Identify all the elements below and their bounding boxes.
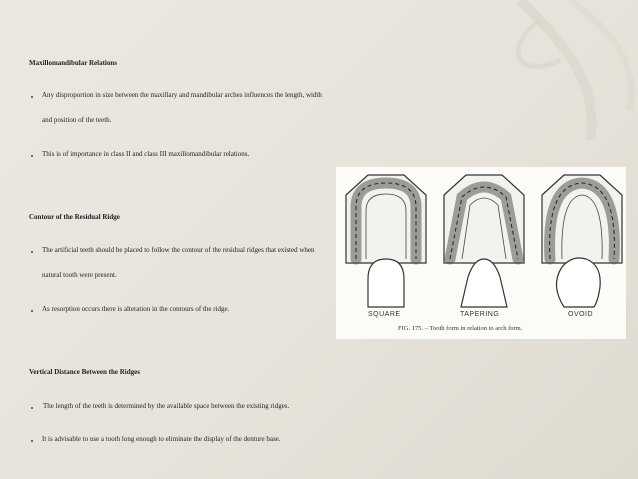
bullet-dot xyxy=(31,440,33,442)
bullet-text: As resorption occurs there is alteration in the contours of the ridge. xyxy=(42,305,230,313)
tooth-form-figure xyxy=(336,167,626,339)
square-arch-cast xyxy=(346,175,426,263)
label-ovoid: OVOID xyxy=(568,311,594,318)
square-tooth-outline xyxy=(368,259,404,307)
ovoid-arch-cast xyxy=(542,175,622,263)
bullet-dot xyxy=(31,155,33,157)
figure-caption: FIG. 175. – Tooth form in relation to arch form. xyxy=(398,325,523,332)
bullet-text: It is advisable to use a tooth long enough to eliminate the display of the denture base. xyxy=(42,435,281,443)
bullet-text: Any disproportion in size between the maxillary and mandibular arches influences the length, width xyxy=(42,91,322,99)
tapering-arch-cast xyxy=(444,175,524,263)
bullet-dot xyxy=(31,251,33,253)
bullet-dot xyxy=(31,96,33,98)
heading-contour-residual-ridge: Contour of the Residual Ridge xyxy=(29,213,120,221)
bullet-dot xyxy=(31,310,33,312)
tapering-tooth-outline xyxy=(461,259,507,307)
label-tapering: TAPERING xyxy=(460,311,500,318)
bullet-text-continued: and position of the teeth. xyxy=(42,116,112,124)
heading-vertical-distance: Vertical Distance Between the Ridges xyxy=(29,368,140,376)
bullet-text: The artificial teeth should be placed to follow the contour of the residual ridges that existed when xyxy=(42,246,315,254)
ovoid-tooth-outline xyxy=(556,258,600,307)
bullet-dot xyxy=(31,407,33,409)
label-square: SQUARE xyxy=(368,311,401,318)
bullet-text-continued: natural tooth were present. xyxy=(42,271,117,279)
bullet-text: This is of importance in class II and class III maxillomandibular relations. xyxy=(42,150,250,158)
bullet-text: The length of the teeth is determined by the available space between the existing ridges. xyxy=(43,402,290,410)
heading-maxillomandibular: Maxillomandibular Relations xyxy=(29,59,117,67)
